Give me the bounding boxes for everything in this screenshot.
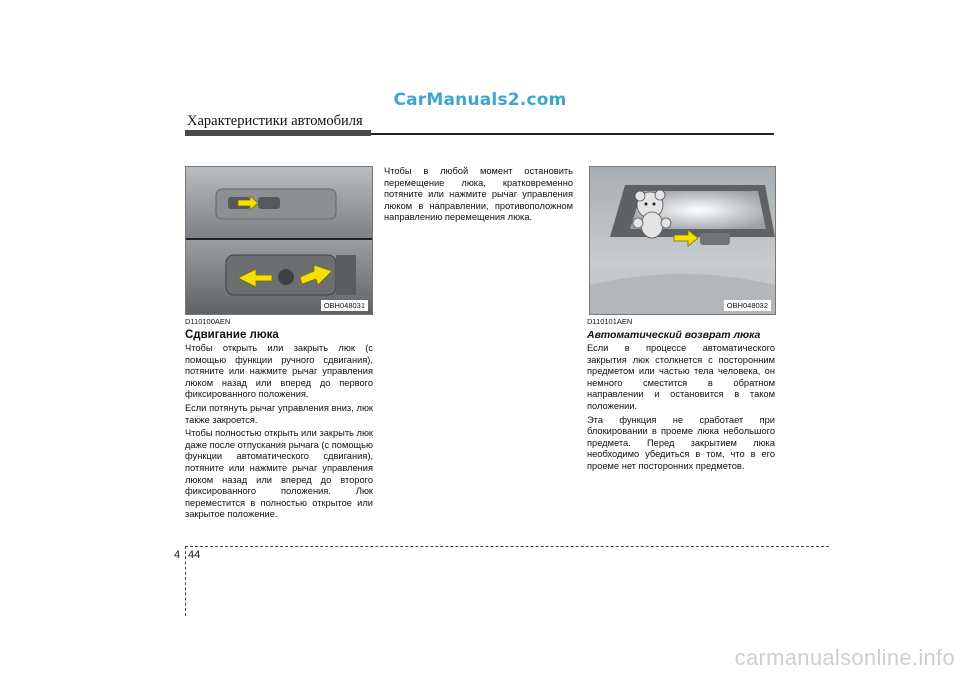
figure-code: OBH048031: [321, 300, 368, 311]
paragraph: Чтобы полностью открыть или закрыть люк даже после отпускания рычага (с помощью функции автоматического сдвигания), потяните или нажмите рычаг управления люком назад или вперед до второго фиксированного положения. Люк переместится в полностью открытое или закрытое положение.: [185, 428, 373, 520]
watermark-logo[interactable]: CarManuals2.com: [393, 90, 567, 110]
figure-sunroof-auto-reverse: [589, 166, 776, 315]
chapter-number: 4: [174, 549, 181, 561]
paragraph: Чтобы в любой момент остановить перемещение люка, кратковременно потяните или нажмите рычаг управления люком в направлении, противоположном направлению перемещения люка.: [384, 166, 573, 223]
figure-sunroof-lever: [185, 166, 373, 315]
paragraph: Эта функция не сработает при блокировании в проеме люка небольшого предмета. Перед закрытием люка необходимо убедиться в том, что в его проеме нет посторонних предметов.: [587, 414, 775, 471]
section-heading: Автоматический возврат люка: [587, 329, 761, 341]
paragraph: Если в процессе автоматического закрытия люк столкнется с посторонним предметом или частью тела человека, он немного сместится в обратном направлении и остановится в таком положении.: [587, 343, 775, 411]
column-manual-slide: [185, 317, 373, 523]
paragraph: Чтобы открыть или закрыть люк (с помощью функции ручного сдвигания), потяните или нажмите рычаг управления люком назад или вперед до первого фиксированного положения.: [185, 343, 373, 400]
section-code: D110101AEN: [587, 317, 633, 326]
header-accent-bar: [185, 130, 371, 136]
section-code: D110100AEN: [185, 317, 231, 326]
footer-rule: [185, 546, 829, 547]
section-heading: Сдвигание люка: [185, 329, 279, 341]
column-auto-reverse: [587, 317, 775, 475]
footer-rule-vertical: [185, 546, 186, 616]
figure-code: OBH048032: [724, 300, 771, 311]
footer-site-link[interactable]: carmanualsonline.info: [734, 645, 955, 670]
sunroof-lever-illustration: [186, 167, 372, 314]
section-title: Характеристики автомобиля: [187, 113, 363, 129]
column-stop-slide: [384, 166, 573, 226]
page-number: 44: [188, 549, 201, 561]
paragraph: Если потянуть рычаг управления вниз, люк также закроется.: [185, 402, 373, 425]
sunroof-obstacle-illustration: [590, 167, 775, 314]
